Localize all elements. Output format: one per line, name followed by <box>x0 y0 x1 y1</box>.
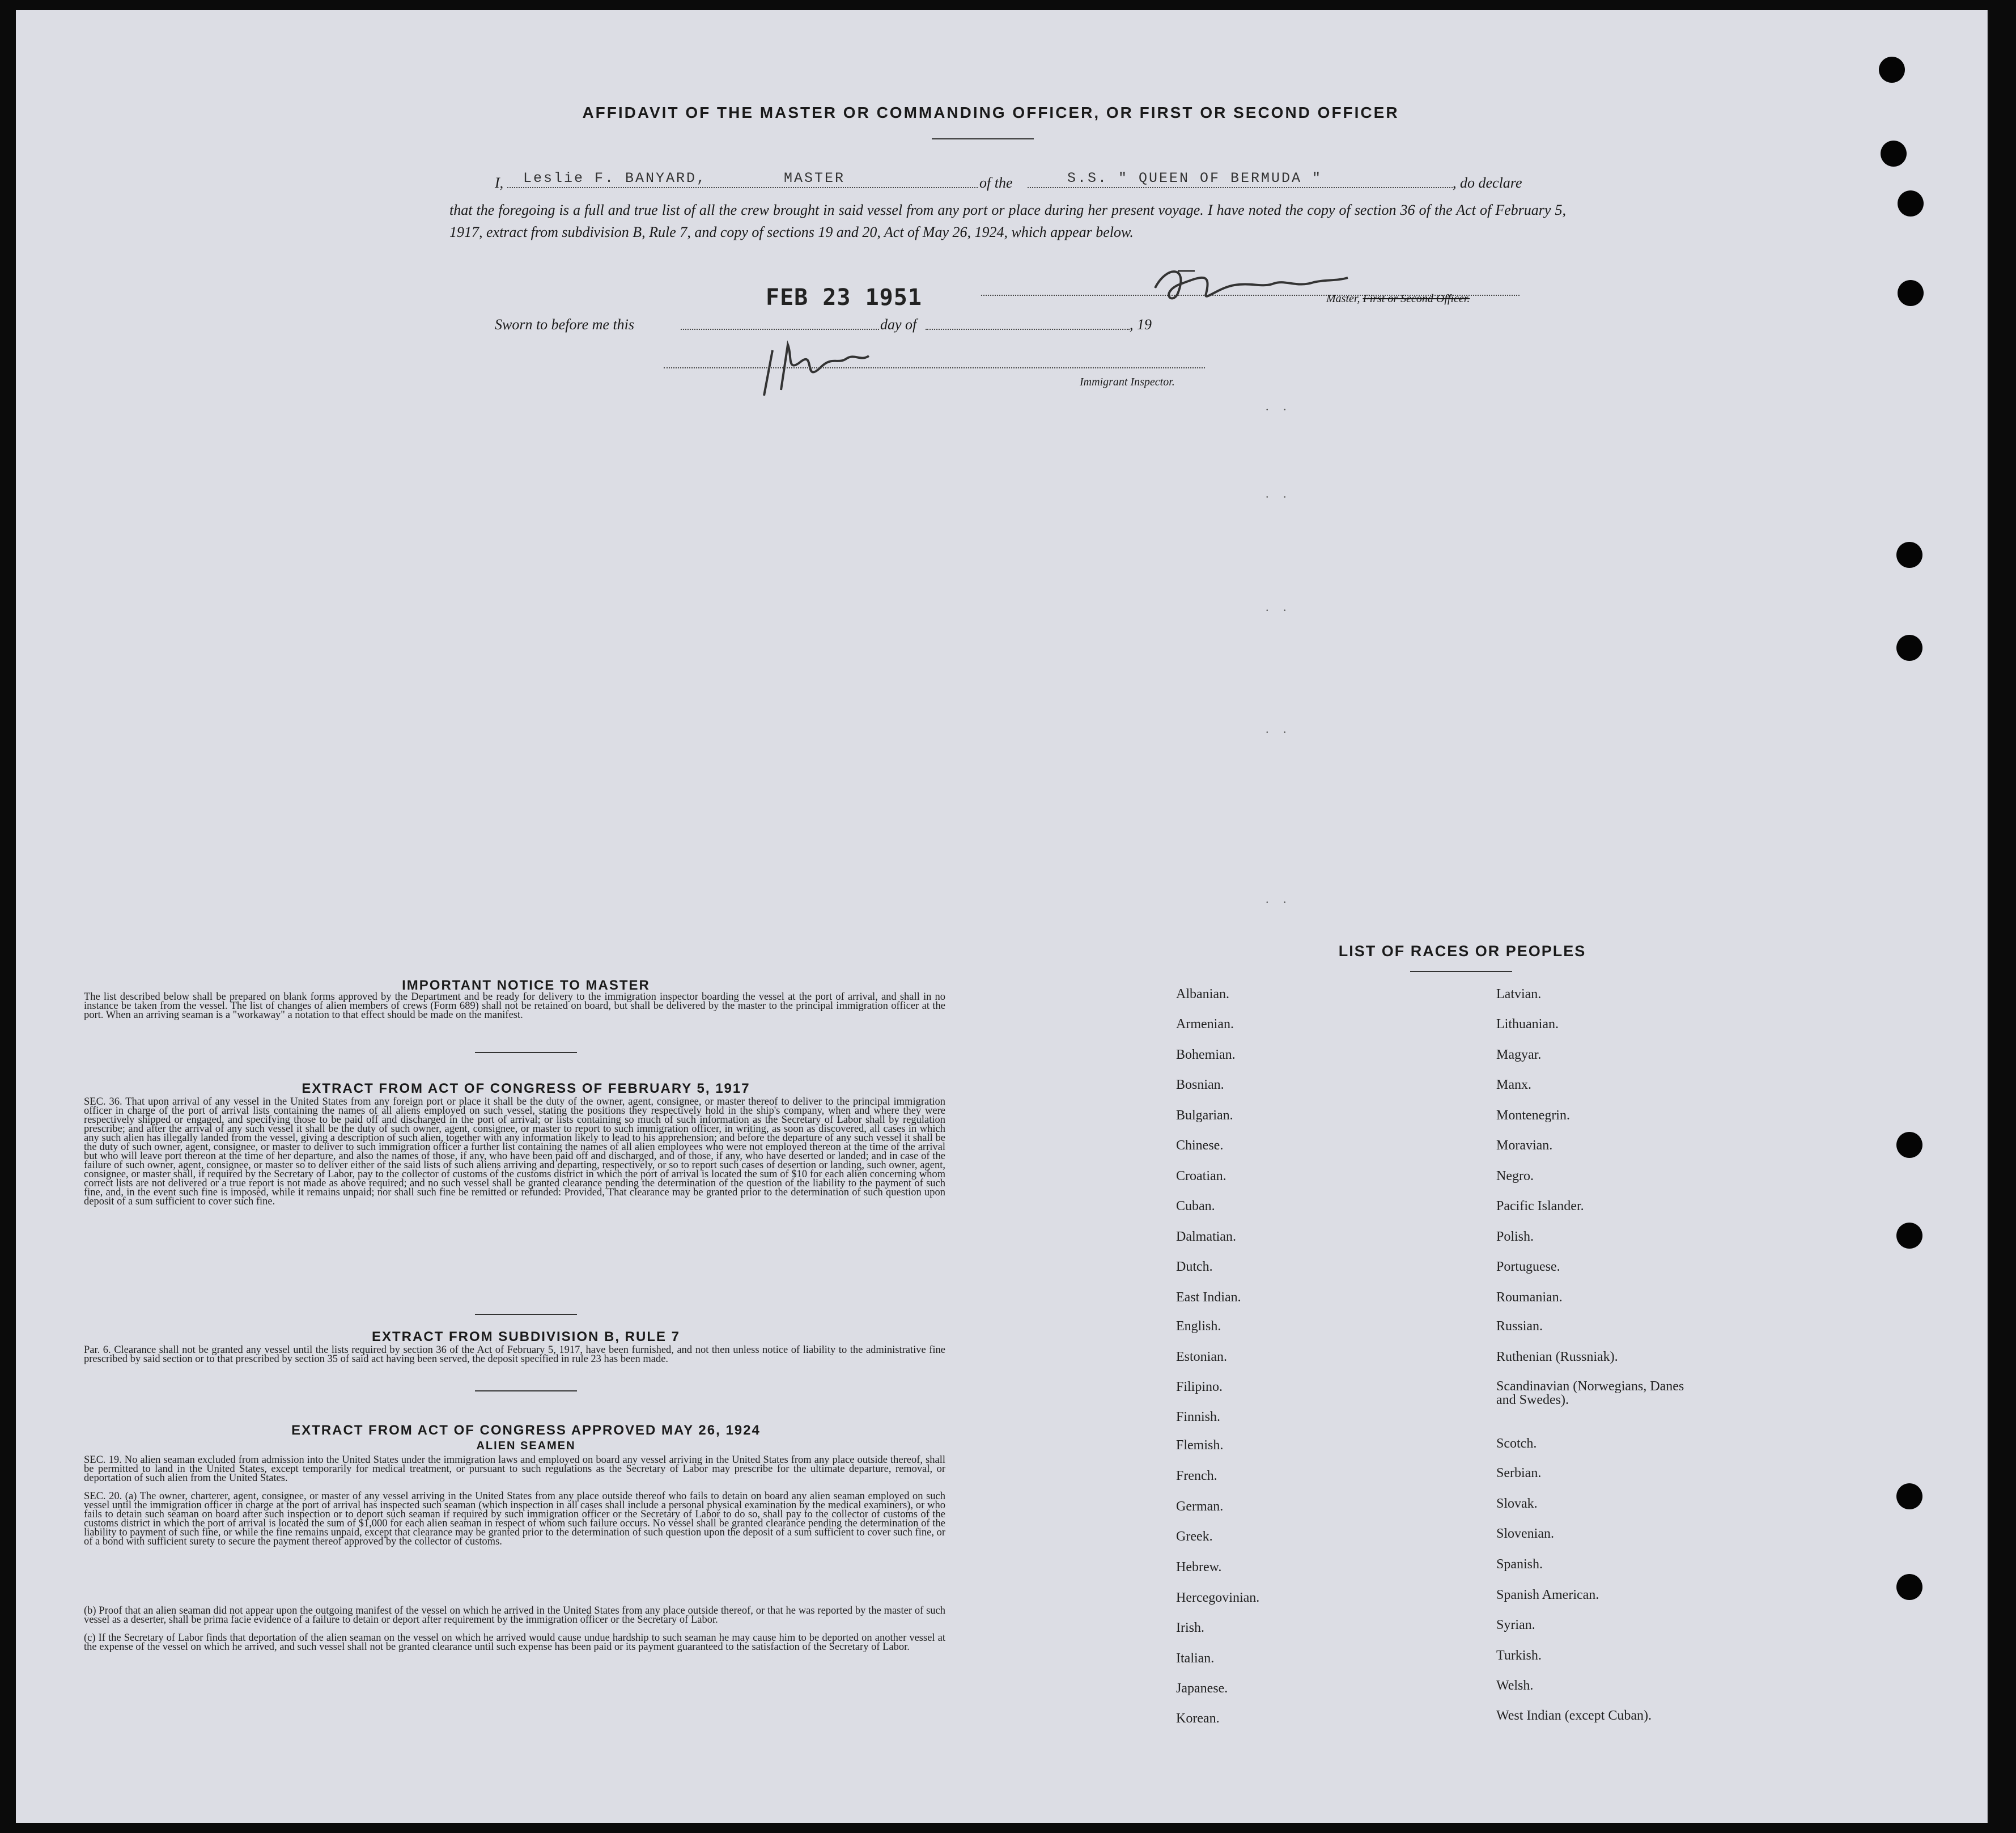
section-divider <box>475 1052 577 1053</box>
speck-mark: . . <box>1266 892 1292 906</box>
punch-hole <box>1879 57 1905 83</box>
year-prefix: , 19 <box>1130 316 1152 333</box>
punch-hole <box>1896 542 1922 568</box>
sec20b-text: (b) Proof that an alien seaman did not appear upon the outgoing manifest of the vessel on which he arrived in the United States from any place outside thereof, or that he was reported by the master of such vessel as a deserter, shall be prima facie evidence of a failure to detain or deport after requirement by the immigration officer or the Secretary of Labor. <box>84 1605 945 1626</box>
section-divider <box>475 1390 577 1391</box>
inspector-caption: Immigrant Inspector. <box>1080 376 1175 388</box>
race-item: Dalmatian. <box>1176 1229 1236 1244</box>
race-item: Pacific Islander. <box>1496 1199 1584 1213</box>
punch-hole <box>1896 635 1922 661</box>
document-page <box>16 10 1988 1823</box>
race-item: Irish. <box>1176 1620 1204 1635</box>
race-item: Albanian. <box>1176 987 1229 1002</box>
race-item: Montenegrin. <box>1496 1108 1570 1123</box>
race-item: Turkish. <box>1496 1648 1542 1663</box>
race-item: Slovak. <box>1496 1496 1538 1511</box>
caption-master: Master, <box>1326 292 1360 305</box>
race-item: Latvian. <box>1496 987 1542 1002</box>
race-item: Welsh. <box>1496 1678 1534 1693</box>
race-item: Flemish. <box>1176 1438 1224 1453</box>
officer-name: Leslie F. BANYARD, <box>523 170 707 186</box>
notice-title: IMPORTANT NOTICE TO MASTER <box>402 978 650 993</box>
race-item: Filipino. <box>1176 1380 1223 1394</box>
race-item: Scotch. <box>1496 1436 1537 1451</box>
affidavit-title: AFFIDAVIT OF THE MASTER OR COMMANDING OFFICER, OR FIRST OR SECOND OFFICER <box>582 104 1399 121</box>
notice-text: The list described below shall be prepared on blank forms approved by the Department and be ready for delivery to the immigration inspector boarding the vessel at the port of arrival, and shall in no instance be taken from the vessel. The list of changes of alien members of crews (Form 689) shall not be retained on board, but shall be delivered by the master to the principal immigration officer at the port. When an arriving seaman is a "workaway" a notation to that effect should be made on the manifest. <box>84 991 945 1021</box>
race-item: Manx. <box>1496 1077 1531 1092</box>
sec19-text: SEC. 19. No alien seaman excluded from admission into the United States under the immigration laws and employed on board any vessel arriving in the United States from any place outside thereof, shall be permitted to land in the United States, except temporarily for medical treatment, or pursuant to such regulations as the Secretary of Labor may prescribe for the ultimate departure, removal, or deportation of such alien from the United States. <box>84 1454 945 1484</box>
race-item: Bulgarian. <box>1176 1108 1233 1123</box>
race-item: Polish. <box>1496 1229 1534 1244</box>
punch-hole <box>1896 1574 1922 1600</box>
races-divider <box>1410 971 1512 972</box>
name-line <box>507 187 978 188</box>
declaration-text: that the foregoing is a full and true list of all the crew brought in said vessel from any port or place during her present voyage. I have noted the copy of section 36 of the Act of February 5, 1917, extract from subdivision B, Rule 7, and copy of sections 19 and 20, Act of May 26, 1924, which appear below. <box>449 202 1566 240</box>
title-divider <box>932 138 1034 139</box>
races-title: LIST OF RACES OR PEOPLES <box>1338 943 1586 960</box>
rule7-title: EXTRACT FROM SUBDIVISION B, RULE 7 <box>371 1329 681 1344</box>
race-item: Chinese. <box>1176 1138 1224 1153</box>
extract-1924-title: EXTRACT FROM ACT OF CONGRESS APPROVED MAY 26, 1924 <box>291 1423 761 1438</box>
race-item: Serbian. <box>1496 1466 1542 1480</box>
race-item: Hercegovinian. <box>1176 1590 1260 1605</box>
punch-hole <box>1898 280 1924 306</box>
race-item: Ruthenian (Russniak). <box>1496 1350 1618 1364</box>
race-item: East Indian. <box>1176 1290 1241 1305</box>
race-item: Cuban. <box>1176 1199 1215 1213</box>
day-of-label: day of <box>880 316 917 333</box>
punch-hole <box>1881 141 1907 167</box>
sworn-month-line <box>926 329 1130 330</box>
speck-mark: . . <box>1266 600 1292 614</box>
extract-1924-subtitle: ALIEN SEAMEN <box>476 1440 576 1452</box>
race-item: Bohemian. <box>1176 1047 1236 1062</box>
race-item: Spanish. <box>1496 1557 1543 1572</box>
caption-struck: First or Second Officer. <box>1363 292 1470 305</box>
date-stamp: FEB 23 1951 <box>766 285 922 311</box>
section-divider <box>475 1314 577 1315</box>
sec20a-text: SEC. 20. (a) The owner, charterer, agent, consignee, or master of any vessel arriving in the United States from any place outside thereof who fails to detain on board any alien seaman employed on such vessel until the immigration officer in charge at the port of arrival has inspected such seaman (which inspection in all cases shall include a personal physical examination by the medical examiners), or who fails to detain such seaman on board after such inspection or to deport such seaman if required by such immigration officer or the Secretary of Labor to do so, shall pay to the collector of customs of the customs district in which the port of arrival is located the sum of $1,000 for each alien seaman in respect of whom such failure occurs. No vessel shall be granted clearance pending the determination of the liability to payment of such fine, or while the fine remains unpaid, except that clearance may be granted prior to the determination of such question upon the deposit of a sum sufficient to cover such fine, or of a bond with sufficient surety to secure the payment thereof approved by the collector of customs. <box>84 1491 945 1547</box>
race-item: Slovenian. <box>1496 1526 1554 1541</box>
race-item: Scandinavian (Norwegians, Danes and Swedes). <box>1496 1379 1684 1407</box>
race-item: German. <box>1176 1499 1224 1514</box>
race-item: Moravian. <box>1496 1138 1553 1153</box>
race-item: Finnish. <box>1176 1410 1221 1424</box>
signature-caption <box>1326 292 1470 306</box>
race-item: Armenian. <box>1176 1017 1234 1032</box>
race-item: French. <box>1176 1469 1217 1483</box>
race-item: English. <box>1176 1319 1221 1334</box>
i-label: I, <box>495 175 504 191</box>
race-item: Negro. <box>1496 1169 1534 1183</box>
punch-hole <box>1896 1132 1922 1158</box>
speck-mark: . . <box>1266 399 1292 413</box>
race-item: Portuguese. <box>1496 1259 1560 1274</box>
sworn-label: Sworn to before me this <box>495 316 635 333</box>
speck-mark: . . <box>1266 722 1292 736</box>
race-item: West Indian (except Cuban). <box>1496 1708 1652 1723</box>
race-item: Dutch. <box>1176 1259 1213 1274</box>
declaration-line <box>495 170 1572 197</box>
rule7-text: Par. 6. Clearance shall not be granted any vessel until the lists required by section 36 of the Act of February 5, 1917, have been furnished, and not then unless notice of liability to the administrative fine prescribed by said section or to that prescribed by section 35 of said act having been served, the deposit specified in rule 23 has been made. <box>84 1344 945 1365</box>
inspector-line <box>664 367 1205 368</box>
race-item: Bosnian. <box>1176 1077 1224 1092</box>
officer-rank: MASTER <box>784 170 846 186</box>
race-item: Syrian. <box>1496 1618 1535 1632</box>
race-item: Spanish American. <box>1496 1588 1599 1602</box>
race-item: Italian. <box>1176 1651 1215 1666</box>
race-item: Roumanian. <box>1496 1290 1563 1305</box>
race-item: Greek. <box>1176 1529 1213 1544</box>
extract-1917-title: EXTRACT FROM ACT OF CONGRESS OF FEBRUARY 5, 1917 <box>302 1081 750 1096</box>
sec20c-text: (c) If the Secretary of Labor finds that deportation of the alien seaman on the vessel on which he arrived would cause undue hardship to such seaman he may cause him to be deported on another vessel at the expense of the vessel on which he arrived, and such vessel shall not be granted clearance until such expense has been paid or its payment guaranteed to the satisfaction of the Secretary of Labor. <box>84 1632 945 1653</box>
speck-mark: . . <box>1266 486 1292 500</box>
race-item: Estonian. <box>1176 1350 1227 1364</box>
race-item: Russian. <box>1496 1319 1543 1334</box>
punch-hole <box>1896 1483 1922 1509</box>
do-declare-label: , do declare <box>1453 175 1522 191</box>
race-item: Lithuanian. <box>1496 1017 1559 1032</box>
vessel-name: S.S. " QUEEN OF BERMUDA " <box>1067 170 1323 186</box>
punch-hole <box>1898 190 1924 217</box>
vessel-line <box>1028 187 1453 188</box>
race-item: Korean. <box>1176 1711 1220 1726</box>
race-item: Japanese. <box>1176 1681 1228 1696</box>
race-item: Magyar. <box>1496 1047 1542 1062</box>
punch-hole <box>1896 1223 1922 1249</box>
of-the-label: of the <box>979 175 1013 191</box>
race-item: Croatian. <box>1176 1169 1226 1183</box>
race-item: Hebrew. <box>1176 1560 1222 1575</box>
extract-1917-text: SEC. 36. That upon arrival of any vessel in the United States from any foreign port or place it shall be the duty of the owner, agent, consignee, or master thereof to deliver to the principal immigration officer in charge of the port of arrival lists containing the names of all aliens employed on such vessel, stating the positions they respectively hold in the ship's company, when and where they were respectively shipped or engaged, and specifying those to be paid off and discharged in the port of arrival; or lists containing so much of such information as the Secretary of Labor shall by regulation prescribe; and after the arrival of any such vessel it shall be the duty of such owner, agent, consignee, or master to report to such immigration officer, in writing, as soon as discovered, all cases in which any such alien has illegally landed from the vessel, giving a description of such alien, together with any information likely to lead to his apprehension; and before the departure of any such vessel it shall be the duty of such owner, agent, consignee, or master to deliver to such immigration officer a further list containing the names of all alien employees who were not employed thereon at the time of the arrival but who will leave port thereon at the time of her departure, and also the names of those, if any, who have been paid off and discharged, and of those, if any, who have deserted or landed; and in case of the failure of such owner, agent, consignee, or master so to deliver either of the said lists of such aliens arriving and departing, respectively, or so to report such cases of desertion or landing, such owner, agent, consignee, or master shall, if required by the Secretary of Labor, pay to the collector of customs of the customs district in which the port of arrival is located the sum of $10 for each alien concerning whom correct lists are not delivered or a true report is not made as above required; and no such vessel shall be granted clearance pending the determination of the question of the liability to the payment of such fine, and, in the event such fine is imposed, while it remains unpaid; nor shall such fine be remitted or refunded: Provided, That clearance may be granted prior to the determination of such question upon deposit of a sum sufficient to cover such fine. <box>84 1096 945 1207</box>
